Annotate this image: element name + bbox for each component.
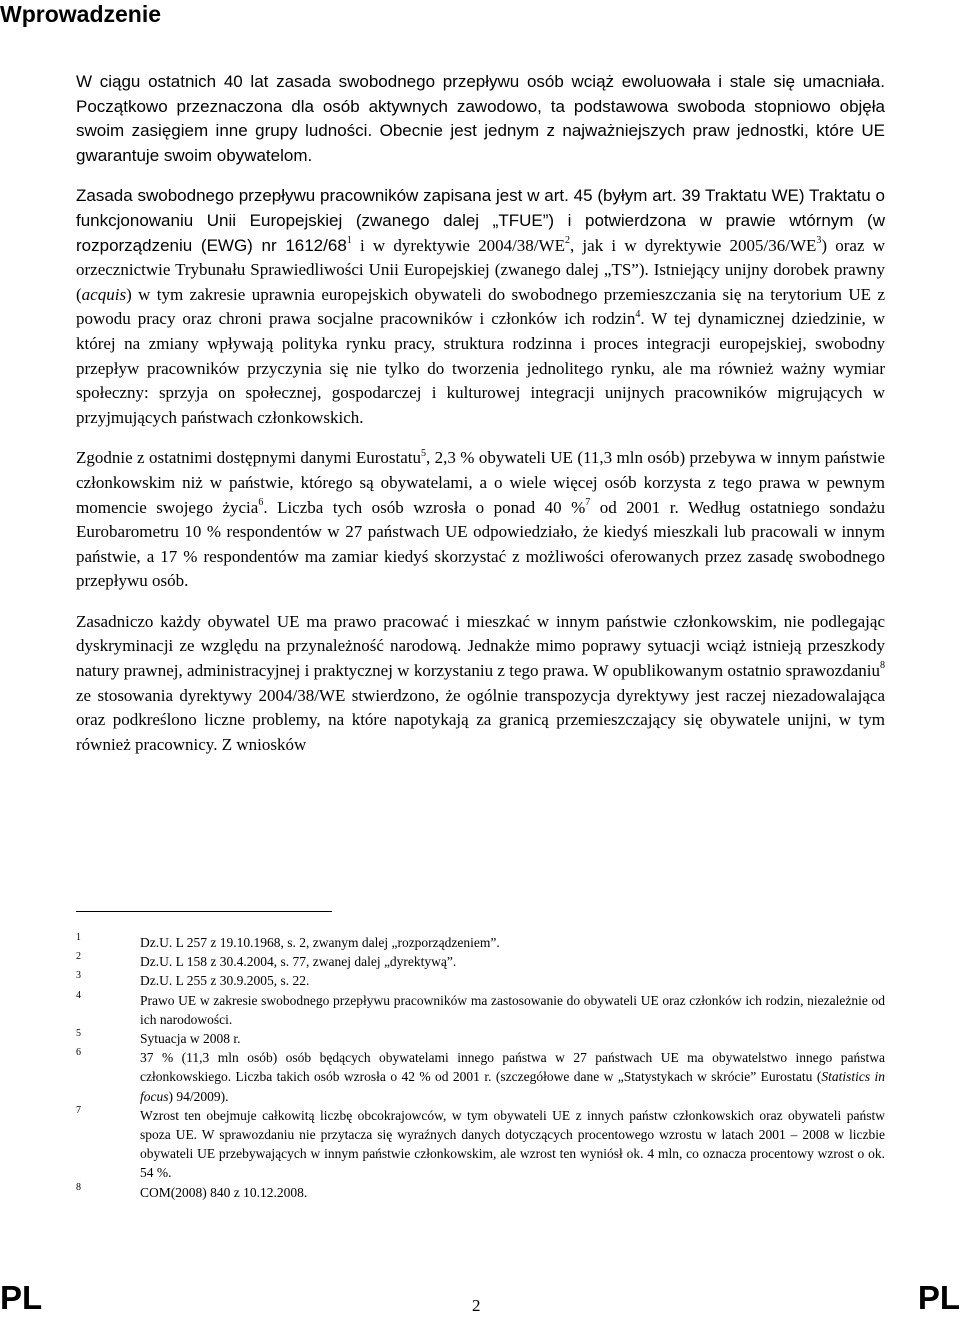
footnote-ref-1[interactable]: 1 — [346, 234, 352, 246]
paragraph-legal-basis — [76, 184, 885, 430]
paragraph-legal-basis-text-3: , jak i w dyrektywie 2005/36/WE — [569, 235, 817, 255]
footnote-text: Wzrost ten obejmuje całkowitą liczbę obcokrajowców, w tym obywateli UE z innych państw członkowskich oraz obywateli państw spoza UE. W sprawozdaniu nie przytacza się wyraźnych danych dotyczących procentowego wzrostu w latach 2001 – 2008 w liczbie obywateli UE przebywających w innym państwie członkowskim, ale wzrost ten wyniósł ok. 4 mln, co oznacza procentowy wzrost o ok. 54 %. — [140, 1107, 885, 1181]
footnote-text: Dz.U. L 257 z 19.10.1968, s. 2, zwanym dalej „rozporządzeniem”. — [140, 935, 500, 950]
footnote-text: Prawo UE w zakresie swobodnego przepływu pracowników ma zastosowanie do obywateli UE oraz członków ich rodzin, niezależnie od ich narodowości. — [140, 992, 885, 1027]
footnotes — [76, 933, 885, 1202]
paragraph-statistics-text-1: Zgodnie z ostatnimi dostępnymi danymi Eurostatu — [76, 448, 421, 468]
footnote-3 — [76, 971, 885, 990]
main-text — [76, 70, 885, 757]
footnote-text: Dz.U. L 158 z 30.4.2004, s. 77, zwanej dalej „dyrektywą”. — [140, 954, 457, 970]
footnote-number: 5 — [76, 1028, 81, 1040]
paragraph-statistics-text-2: , 2,3 % obywateli UE (11,3 mln osób) przebywa w innym państwie członkowskim niż w państwie, którego są obywatelami, a o wiele więcej osób korzysta z tego prawa w pewnym momencie swojego życia — [76, 448, 885, 517]
footnote-ref-2[interactable]: 2 — [564, 234, 570, 246]
footnote-number: 1 — [76, 932, 81, 943]
footnote-separator — [76, 911, 332, 912]
footnote-ref-8[interactable]: 8 — [880, 660, 885, 672]
footnote-text-italic: Statistics in focus — [140, 1069, 885, 1104]
paragraph-intro: W ciągu ostatnich 40 lat zasada swobodnego przepływu osób wciąż ewoluowała i stale się umacniała. Początkowo przeznaczona dla osób aktywnych zawodowo, ta podstawowa swoboda stopniowo objęła swoim zasięgiem inne grupy ludności. Obecnie jest jednym z najważniejszych praw jednostki, które UE gwarantuje swoim obywatelom. — [76, 72, 885, 165]
paragraph-statistics-text-4: od 2001 r. Według ostatniego sondażu Eurobarometru 10 % respondentów w 27 państwach UE odpowiedziało, że kiedyś mieszkali lub pracowali w innym państwie, a 17 % respondentów ma zamiar kiedyś skorzystać z możliwości oferowanych przez zasadę swobodnego przepływu osób. — [76, 497, 886, 591]
footer-language-right: PL — [917, 1279, 960, 1316]
footnote-ref-3[interactable]: 3 — [816, 234, 822, 246]
footnote-text: Dz.U. L 255 z 30.9.2005, s. 22. — [140, 973, 310, 989]
page-heading: Wprowadzenie — [0, 1, 162, 27]
footnote-number: 2 — [76, 951, 81, 963]
paragraph-statistics-text-3: . Liczba tych osób wzrosła o ponad 40 % — [263, 497, 586, 517]
footnote-text-end: ) 94/2009). — [168, 1088, 229, 1104]
footnote-2 — [76, 952, 885, 971]
paragraph-obstacles — [76, 610, 885, 758]
footnote-1 — [76, 933, 885, 952]
page-number: 2 — [472, 1296, 481, 1315]
footnote-number: 8 — [76, 1181, 81, 1193]
paragraph-legal-basis-text-6: . W tej dynamicznej dziedzinie, w której na zmiany wpływają polityka rynku pracy, struktura rodzinna i proces integracji europejskiej, swobodny przepływ pracowników przyczynia się nie tylko do tworzenia jednolitego rynku, ale ma również ważny wymiar społeczny: sprzyja on społecznej, gospodarczej i kulturowej integracji unijnych pracowników migrujących w przyjmujących państwach członkowskich. — [76, 309, 885, 427]
footnote-number: 3 — [76, 970, 81, 982]
footnote-number: 6 — [76, 1047, 81, 1059]
acquis-term: acquis — [81, 284, 127, 304]
paragraph-legal-basis-text-1: 39 Traktatu WE) Traktatu o funkcjonowaniu Unii Europejskiej (zwanego dalej „TFUE”) i potwierdzona w prawie wtórnym (w rozporządzeniu (EWG) nr 1612/68 — [76, 186, 885, 255]
footnote-6 — [76, 1048, 885, 1106]
paragraph-legal-basis-text-5: ) w tym zakresie uprawnia europejskich obywateli do swobodnego przemieszczania się na terytorium UE z powodu pracy oraz chroni prawa socjalne pracowników i członków ich rodzin — [76, 284, 885, 329]
paragraph-legal-basis-text-4: ) oraz w orzecznictwie Trybunału Sprawiedliwości Unii Europejskiej (zwanego dalej „TS”). Istniejący unijny dorobek prawny ( — [76, 235, 885, 304]
footnote-ref-5[interactable]: 5 — [420, 447, 426, 459]
footnote-4 — [76, 991, 885, 1029]
footer-language-left: PL — [0, 1279, 43, 1316]
footnote-ref-6[interactable]: 6 — [258, 496, 264, 508]
footnote-number: 7 — [76, 1104, 81, 1116]
footnote-5 — [76, 1029, 885, 1048]
footnote-number: 4 — [76, 989, 81, 1001]
footnote-8 — [76, 1183, 885, 1202]
footnote-7 — [76, 1106, 885, 1183]
paragraph-statistics — [76, 446, 885, 594]
paragraph-legal-basis-text-2: i w dyrektywie 2004/38/WE — [351, 235, 565, 255]
footnote-text: COM(2008) 840 z 10.12.2008. — [140, 1184, 308, 1200]
footnote-text: Sytuacja w 2008 r. — [140, 1031, 241, 1047]
paragraph-obstacles-text-1: Zasadniczo każdy obywatel UE ma prawo pracować i mieszkać w innym państwie członkowskim, nie podlegając dyskryminacji ze względu na przynależność narodową. Jednakże mimo poprawy sytuacji wciąż istnieją przeszkody natury prawnej, administracyjnej i praktycznej w korzystaniu z tego prawa. W opublikowanym ostatnio sprawozdaniu — [76, 611, 885, 681]
footnote-ref-4[interactable]: 4 — [635, 308, 641, 320]
paragraph-legal-basis-lead: Zasada swobodnego przepływu pracowników zapisana jest w art. 45 (byłym art. — [76, 186, 677, 206]
footnote-ref-7[interactable]: 7 — [585, 496, 591, 508]
paragraph-obstacles-text-2: ze stosowania dyrektywy 2004/38/WE stwierdzono, że ogólnie transpozycja dyrektywy jest raczej niezadowalająca oraz podkreślono liczne problemy, na które napotykają za granicą przemieszczający się obywatele unijni, w tym również pracownicy. Z wniosków — [76, 685, 885, 754]
footnote-text: 37 % (11,3 mln osób) osób będących obywatelami innego państwa w 27 państwach UE ma obywatelstwo innego państwa członkowskiego. Liczba takich osób wzrosła o 42 % od 2001 r. (szczegółowe dane w „Statystykach w skrócie” Eurostatu ( — [140, 1050, 885, 1085]
